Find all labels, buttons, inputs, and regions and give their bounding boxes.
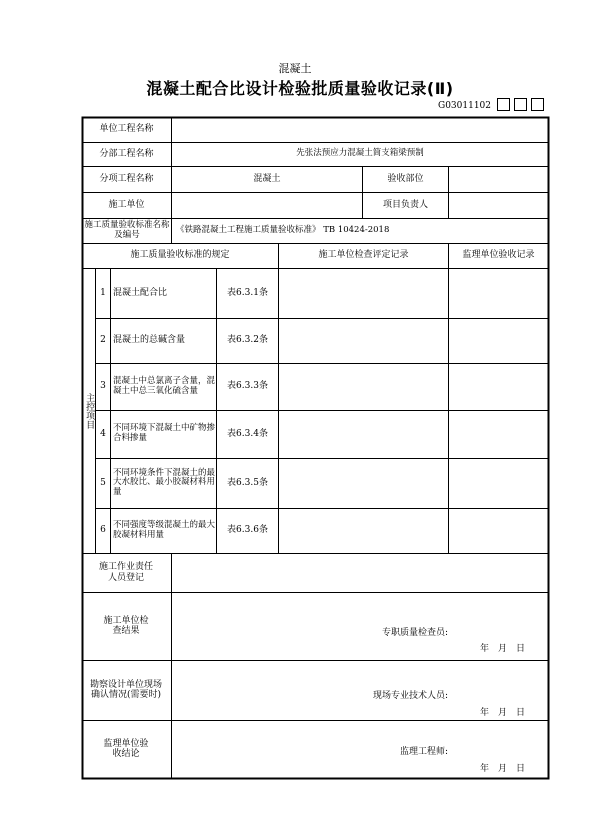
supervisor-record-cell[interactable] xyxy=(449,509,548,553)
survey-label: 勘察设计单位现场确认情况(需要时) xyxy=(89,679,162,700)
contractor-record-cell[interactable] xyxy=(279,509,448,553)
unit-project-value[interactable] xyxy=(172,117,548,142)
item-number: 6 xyxy=(100,525,106,536)
item-clause: 表6.3.6条 xyxy=(227,525,268,536)
supervisor-record-header: 监理单位验收记录 xyxy=(462,250,535,261)
item-text: 不同环境下混凝土中矿物掺合料掺量 xyxy=(113,423,216,443)
item-text: 不同强度等级混凝土的最大胶凝材料用量 xyxy=(113,519,216,540)
division-label: 分部工程名称 xyxy=(99,148,154,159)
inspection-part-value[interactable] xyxy=(449,166,548,192)
item-text: 混凝土的总碱含量 xyxy=(113,335,186,346)
project-manager-value[interactable] xyxy=(449,192,548,218)
item-number: 2 xyxy=(100,335,106,346)
supervisor-engineer-label: 监理工程师: xyxy=(400,747,449,757)
supervisor-record-cell[interactable] xyxy=(449,411,548,458)
supervisor-record-cell[interactable] xyxy=(449,269,548,318)
item-number: 4 xyxy=(100,428,106,439)
document-category: 混凝土 xyxy=(278,62,312,75)
supervisor-record-cell[interactable] xyxy=(449,364,548,410)
contractor-record-cell[interactable] xyxy=(279,319,448,363)
document-title: 混凝土配合比设计检验批质量验收记录(Ⅱ) xyxy=(146,79,454,98)
division-value[interactable]: 先张法预应力混凝土简支箱梁预制 xyxy=(296,148,424,159)
spec-header: 施工质量验收标准的规定 xyxy=(130,250,230,261)
contractor-date: 年 月 日 xyxy=(480,644,526,654)
supervisor-record-cell[interactable] xyxy=(449,319,548,363)
inspection-part-label: 验收部位 xyxy=(387,173,424,184)
contractor-record-cell[interactable] xyxy=(279,411,448,458)
item-clause: 表6.3.1条 xyxy=(227,287,268,298)
supervisor-date: 年 月 日 xyxy=(480,764,526,774)
contractor-record-header: 施工单位检查评定记录 xyxy=(318,250,409,261)
contractor-inspector-label: 专职质量检查员: xyxy=(382,628,449,638)
item-text: 混凝土中总氯离子含量，混凝土中总三氧化硫含量 xyxy=(113,375,216,396)
project-manager-label: 项目负责人 xyxy=(382,199,428,210)
subitem-label: 分项工程名称 xyxy=(99,173,154,184)
contractor-check-label: 施工单位检查结果 xyxy=(103,615,149,636)
item-clause: 表6.3.4条 xyxy=(227,428,268,439)
item-text: 不同环境条件下混凝土的最大水胶比、最小胶凝材料用量 xyxy=(113,467,216,497)
work-register-label: 施工作业责任人员登记 xyxy=(98,562,153,583)
contractor-record-cell[interactable] xyxy=(279,269,448,318)
item-number: 5 xyxy=(100,477,106,488)
survey-tech-label: 现场专业技术人员: xyxy=(373,691,449,701)
contractor-record-cell[interactable] xyxy=(279,364,448,410)
unit-project-label: 单位工程名称 xyxy=(99,124,154,135)
contractor-record-cell[interactable] xyxy=(279,459,448,508)
standard-label: 施工质量验收标准名称及编号 xyxy=(84,219,170,240)
contractor-value[interactable] xyxy=(172,192,362,218)
item-number: 1 xyxy=(100,287,106,298)
item-clause: 表6.3.3条 xyxy=(227,381,268,392)
document-code: G03011102 xyxy=(438,101,491,111)
main-control-label: 主控项目 xyxy=(84,392,95,429)
supervisor-record-cell[interactable] xyxy=(449,459,548,508)
work-register-value[interactable] xyxy=(172,554,548,592)
item-number: 3 xyxy=(100,381,106,392)
subitem-value[interactable]: 混凝土 xyxy=(253,173,281,184)
item-text: 混凝土配合比 xyxy=(113,287,168,298)
standard-value[interactable]: 《铁路混凝土工程施工质量验收标准》 TB 10424-2018 xyxy=(176,224,390,235)
item-clause: 表6.3.2条 xyxy=(227,335,268,346)
item-clause: 表6.3.5条 xyxy=(227,477,268,488)
contractor-label: 施工单位 xyxy=(108,199,145,210)
supervisor-label: 监理单位验收结论 xyxy=(103,738,149,759)
survey-date: 年 月 日 xyxy=(480,708,526,718)
